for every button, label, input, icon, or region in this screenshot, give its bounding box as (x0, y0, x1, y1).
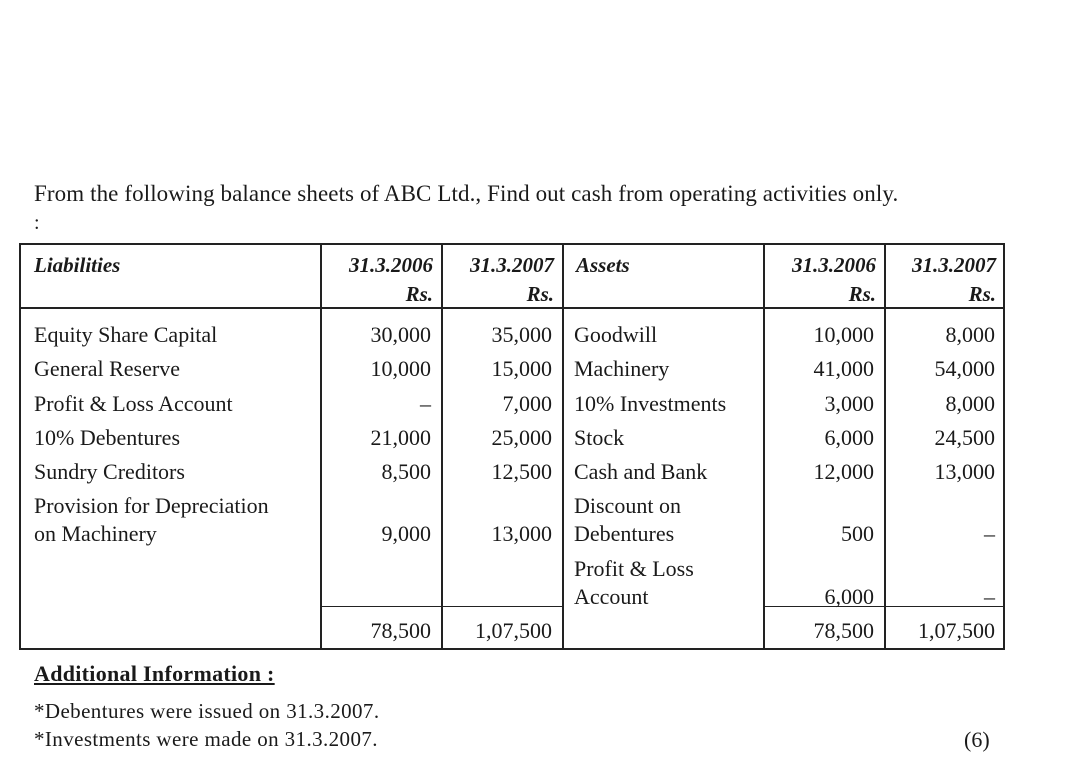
liab-unit-2006: Rs. (405, 282, 433, 306)
asset-value-2007: 54,000 (934, 356, 995, 381)
asset-label: Profit & Loss (574, 556, 694, 581)
asset-value-2006: 6,000 (824, 425, 874, 450)
asset-value-2006: 500 (841, 521, 874, 546)
liab-value-2007: 15,000 (491, 356, 552, 381)
assets-total-2006: 78,500 (813, 618, 874, 643)
liab-total-2007: 1,07,500 (475, 618, 552, 643)
liab-label: General Reserve (34, 356, 180, 381)
additional-info-heading: Additional Information : (34, 661, 275, 686)
liab-date-2006: 31.3.2006 (349, 253, 433, 277)
assets-unit-2006: Rs. (848, 282, 876, 306)
asset-label: Discount on (574, 493, 681, 518)
liab-value-2006: 10,000 (370, 356, 431, 381)
liab-value-2006: 30,000 (370, 322, 431, 347)
asset-label: Goodwill (574, 322, 658, 347)
liab-value-2006: 8,500 (381, 459, 431, 484)
question-colon: : (34, 212, 40, 234)
liab-value-2007: 13,000 (491, 521, 552, 546)
asset-value-2006: 41,000 (813, 356, 874, 381)
liab-value-2007: 7,000 (502, 391, 552, 416)
asset-value-2006: 6,000 (824, 584, 874, 609)
assets-unit-2007: Rs. (968, 282, 996, 306)
liab-label: on Machinery (34, 521, 157, 546)
liab-label: Provision for Depreciation (34, 493, 269, 518)
asset-value-2007: – (984, 584, 995, 609)
liab-total-rule (321, 606, 563, 607)
liab-value-2007: 12,500 (491, 459, 552, 484)
liab-value-2007: 35,000 (491, 322, 552, 347)
liab-label: Profit & Loss Account (34, 391, 233, 416)
additional-note: *Debentures were issued on 31.3.2007. (34, 699, 380, 723)
liab-label: Sundry Creditors (34, 459, 185, 484)
additional-note: *Investments were made on 31.3.2007. (34, 727, 378, 751)
liab-value-2006: 9,000 (381, 521, 431, 546)
asset-label: Debentures (574, 521, 675, 546)
liab-label: 10% Debentures (34, 425, 181, 450)
liab-value-2007: 25,000 (491, 425, 552, 450)
liab-label: Equity Share Capital (34, 322, 218, 347)
asset-value-2006: 12,000 (813, 459, 874, 484)
asset-label: 10% Investments (574, 391, 727, 416)
assets-total-2007: 1,07,500 (918, 618, 995, 643)
asset-value-2007: – (984, 521, 995, 546)
marks-label: (6) (964, 727, 990, 752)
liab-unit-2007: Rs. (526, 282, 554, 306)
assets-date-2007: 31.3.2007 (912, 253, 996, 277)
asset-value-2007: 8,000 (945, 322, 995, 347)
liab-date-2007: 31.3.2007 (470, 253, 554, 277)
balance-sheet-table (19, 243, 1005, 650)
column-divider (562, 245, 564, 648)
assets-header: Assets (576, 253, 630, 277)
asset-value-2006: 10,000 (813, 322, 874, 347)
question-text: From the following balance sheets of ABC Ltd., Find out cash from operating activities only. (34, 181, 899, 206)
asset-label: Cash and Bank (574, 459, 708, 484)
asset-value-2007: 13,000 (934, 459, 995, 484)
asset-value-2007: 8,000 (945, 391, 995, 416)
liab-total-2006: 78,500 (370, 618, 431, 643)
asset-label: Account (574, 584, 649, 609)
asset-label: Stock (574, 425, 625, 450)
asset-value-2007: 24,500 (934, 425, 995, 450)
liabilities-header: Liabilities (34, 253, 121, 277)
liab-value-2006: – (420, 391, 431, 416)
asset-label: Machinery (574, 356, 670, 381)
assets-date-2006: 31.3.2006 (792, 253, 876, 277)
liab-value-2006: 21,000 (370, 425, 431, 450)
asset-value-2006: 3,000 (824, 391, 874, 416)
